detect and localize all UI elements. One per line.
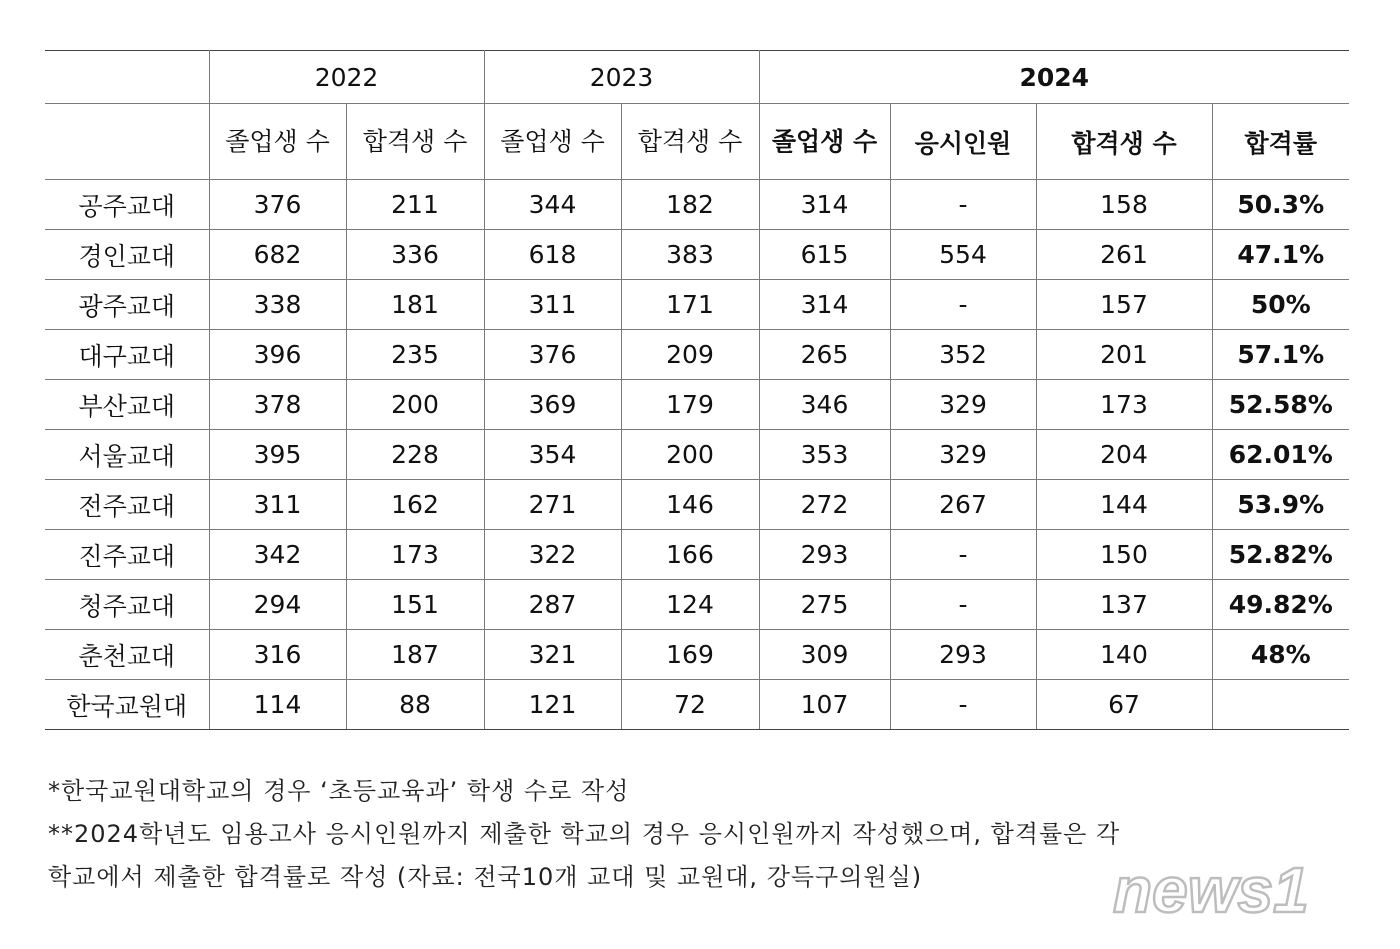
value-cell: 395 xyxy=(209,430,346,480)
value-cell: 353 xyxy=(759,430,890,480)
value-cell: 157 xyxy=(1036,280,1212,330)
value-cell: 261 xyxy=(1036,230,1212,280)
value-cell: 179 xyxy=(621,380,759,430)
pass-rate-cell: 48% xyxy=(1212,630,1349,680)
value-cell: 140 xyxy=(1036,630,1212,680)
value-cell: 309 xyxy=(759,630,890,680)
value-cell: 114 xyxy=(209,680,346,730)
value-cell: 352 xyxy=(890,330,1036,380)
col-2022-passed xyxy=(346,104,484,180)
value-cell: 171 xyxy=(621,280,759,330)
value-cell: 162 xyxy=(346,480,484,530)
value-cell: - xyxy=(890,180,1036,230)
value-cell: 121 xyxy=(484,680,621,730)
value-cell: 294 xyxy=(209,580,346,630)
value-cell: 88 xyxy=(346,680,484,730)
school-name: 공주교대 xyxy=(45,180,209,230)
value-cell: 293 xyxy=(890,630,1036,680)
news1-logo-text: news1 xyxy=(1113,854,1309,926)
table-row xyxy=(45,430,1349,480)
year-2023-header: 2023 xyxy=(484,51,759,104)
value-cell: 354 xyxy=(484,430,621,480)
school-name: 경인교대 xyxy=(45,230,209,280)
value-cell: 615 xyxy=(759,230,890,280)
table-row xyxy=(45,180,1349,230)
pass-rate-cell xyxy=(1212,680,1349,730)
value-cell: 158 xyxy=(1036,180,1212,230)
value-cell: 187 xyxy=(346,630,484,680)
value-cell: 265 xyxy=(759,330,890,380)
footnote-3: 학교에서 제출한 합격률로 작성 (자료: 전국10개 교대 및 교원대, 강득구의원실) xyxy=(48,863,923,891)
pass-rate-cell: 52.58% xyxy=(1212,380,1349,430)
footnote-2: **2024학년도 임용고사 응시인원까지 제출한 학교의 경우 응시인원까지 작성했으며, 합격률은 각 xyxy=(48,820,1121,848)
value-cell: 166 xyxy=(621,530,759,580)
value-cell: 338 xyxy=(209,280,346,330)
table-row xyxy=(45,380,1349,430)
col-2023-graduates xyxy=(484,104,621,180)
col-2023-passed-label: 합격생 수 xyxy=(637,126,743,156)
value-cell: - xyxy=(890,580,1036,630)
year-2024-header: 2024 xyxy=(759,51,1349,104)
value-cell: 376 xyxy=(209,180,346,230)
corner-cell-2 xyxy=(45,104,209,180)
value-cell: 314 xyxy=(759,280,890,330)
value-cell: 209 xyxy=(621,330,759,380)
school-name: 서울교대 xyxy=(45,430,209,480)
col-2024-pass-rate: 합격률 xyxy=(1212,104,1349,180)
value-cell: 72 xyxy=(621,680,759,730)
value-cell: 344 xyxy=(484,180,621,230)
value-cell: 321 xyxy=(484,630,621,680)
value-cell: 378 xyxy=(209,380,346,430)
school-name: 부산교대 xyxy=(45,380,209,430)
school-name: 진주교대 xyxy=(45,530,209,580)
footnotes xyxy=(48,770,1278,899)
value-cell: 346 xyxy=(759,380,890,430)
pass-rate-cell: 53.9% xyxy=(1212,480,1349,530)
value-cell: 67 xyxy=(1036,680,1212,730)
table-row xyxy=(45,480,1349,530)
col-2023-graduates-label: 졸업생 수 xyxy=(500,126,605,156)
value-cell: 293 xyxy=(759,530,890,580)
footnote-1: *한국교원대학교의 경우 ‘초등교육과’ 학생 수로 작성 xyxy=(48,777,630,805)
pass-rate-cell: 49.82% xyxy=(1212,580,1349,630)
value-cell: 271 xyxy=(484,480,621,530)
value-cell: 169 xyxy=(621,630,759,680)
results-table xyxy=(45,50,1349,730)
value-cell: 267 xyxy=(890,480,1036,530)
value-cell: 146 xyxy=(621,480,759,530)
col-2022-graduates-label: 졸업생 수 xyxy=(225,126,330,156)
table-row xyxy=(45,330,1349,380)
table-row xyxy=(45,680,1349,730)
value-cell: - xyxy=(890,280,1036,330)
pass-rate-cell: 52.82% xyxy=(1212,530,1349,580)
value-cell: 200 xyxy=(346,380,484,430)
value-cell: 201 xyxy=(1036,330,1212,380)
school-name: 광주교대 xyxy=(45,280,209,330)
corner-cell xyxy=(45,51,209,104)
value-cell: 272 xyxy=(759,480,890,530)
value-cell: 383 xyxy=(621,230,759,280)
col-2024-passed: 합격생 수 xyxy=(1036,104,1212,180)
value-cell: 137 xyxy=(1036,580,1212,630)
value-cell: 211 xyxy=(346,180,484,230)
value-cell: 287 xyxy=(484,580,621,630)
value-cell: 200 xyxy=(621,430,759,480)
col-2024-graduates xyxy=(759,104,890,180)
value-cell: 275 xyxy=(759,580,890,630)
pass-rate-cell: 50.3% xyxy=(1212,180,1349,230)
school-name: 한국교원대 xyxy=(45,680,209,730)
value-cell: - xyxy=(890,680,1036,730)
pass-rate-cell: 50% xyxy=(1212,280,1349,330)
value-cell: - xyxy=(890,530,1036,580)
value-cell: 554 xyxy=(890,230,1036,280)
school-name: 대구교대 xyxy=(45,330,209,380)
value-cell: 322 xyxy=(484,530,621,580)
year-header-row xyxy=(45,51,1349,104)
pass-rate-cell: 62.01% xyxy=(1212,430,1349,480)
value-cell: 182 xyxy=(621,180,759,230)
value-cell: 181 xyxy=(346,280,484,330)
value-cell: 314 xyxy=(759,180,890,230)
value-cell: 124 xyxy=(621,580,759,630)
value-cell: 342 xyxy=(209,530,346,580)
value-cell: 311 xyxy=(209,480,346,530)
value-cell: 618 xyxy=(484,230,621,280)
value-cell: 151 xyxy=(346,580,484,630)
value-cell: 316 xyxy=(209,630,346,680)
value-cell: 329 xyxy=(890,430,1036,480)
col-2023-passed xyxy=(621,104,759,180)
col-2022-passed-label: 합격생 수 xyxy=(362,126,468,156)
pass-rate-cell: 47.1% xyxy=(1212,230,1349,280)
value-cell: 204 xyxy=(1036,430,1212,480)
table-row xyxy=(45,530,1349,580)
table-row xyxy=(45,280,1349,330)
value-cell: 228 xyxy=(346,430,484,480)
value-cell: 329 xyxy=(890,380,1036,430)
value-cell: 150 xyxy=(1036,530,1212,580)
table-row xyxy=(45,230,1349,280)
col-2022-graduates xyxy=(209,104,346,180)
table-row xyxy=(45,580,1349,630)
pass-rate-cell: 57.1% xyxy=(1212,330,1349,380)
value-cell: 396 xyxy=(209,330,346,380)
column-header-row xyxy=(45,104,1349,180)
col-2024-graduates-label: 졸업생 수 xyxy=(771,126,878,156)
school-name: 전주교대 xyxy=(45,480,209,530)
school-name: 춘천교대 xyxy=(45,630,209,680)
news1-logo-icon xyxy=(1105,850,1395,930)
value-cell: 173 xyxy=(346,530,484,580)
value-cell: 369 xyxy=(484,380,621,430)
value-cell: 376 xyxy=(484,330,621,380)
value-cell: 336 xyxy=(346,230,484,280)
value-cell: 235 xyxy=(346,330,484,380)
year-2022-header: 2022 xyxy=(209,51,484,104)
value-cell: 107 xyxy=(759,680,890,730)
value-cell: 144 xyxy=(1036,480,1212,530)
value-cell: 173 xyxy=(1036,380,1212,430)
value-cell: 311 xyxy=(484,280,621,330)
table-row xyxy=(45,630,1349,680)
col-2024-applicants: 응시인원 xyxy=(890,104,1036,180)
value-cell: 682 xyxy=(209,230,346,280)
school-name: 청주교대 xyxy=(45,580,209,630)
